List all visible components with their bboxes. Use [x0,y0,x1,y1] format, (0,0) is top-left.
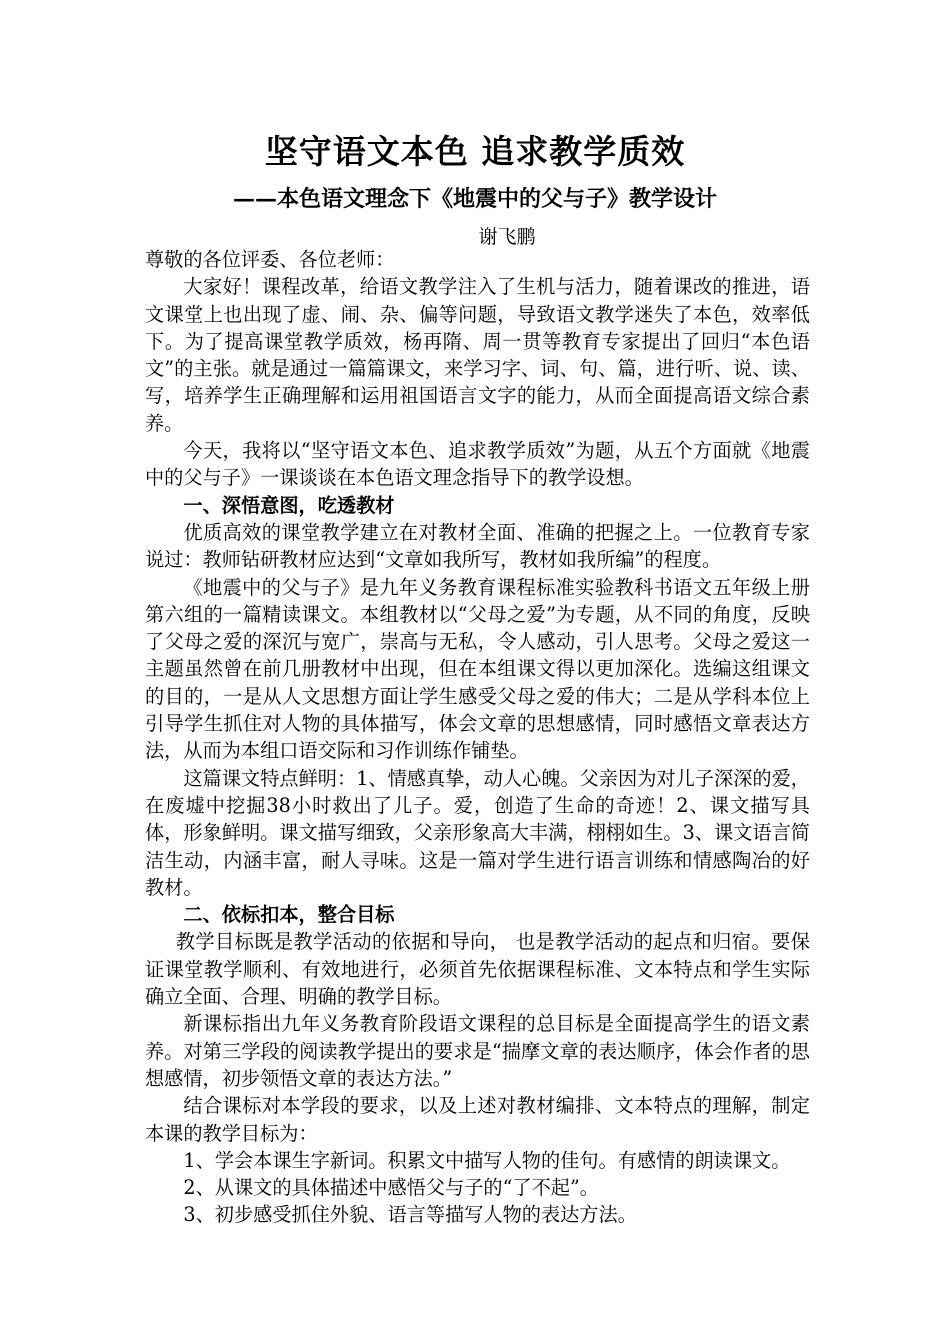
author-name: 谢飞鹏 [478,226,536,248]
paragraph-material-1: 优质高效的课堂教学建立在对教材全面、准确的把握之上。一位教育专家说过：教师钻研教材应达到“文章如我所写，教材如我所编”的程度。 [145,520,810,572]
document-title: 坚守语文本色 追求教学质效 [264,132,686,171]
paragraph-topic: 今天，我将以“坚守语文本色、追求教学质效”为题，从五个方面就《地震中的父与子》一课谈谈在本色语文理念指导下的教学设想。 [145,439,810,490]
goal-item-2: 2、从课文的具体描述中感悟父与子的“了不起”。 [183,1176,599,1200]
document-subtitle: ——本色语文理念下《地震中的父与子》教学设计 [232,186,717,212]
goal-item-1: 1、学会本课生字新词。积累文中描写人物的佳句。有感情的朗读课文。 [183,1148,791,1172]
paragraph-material-2: 《地震中的父与子》是九年义务教育课程标准实验教科书语文五年级上册第六组的一篇精读课文。本组教材以“父母之爱”为专题，从不同的角度，反映了父母之爱的深沉与宽广，崇高与无私，令人感动，引人思考。父母之爱这一主题虽然曾在前几册教材中出现，但在本组课文得以更加深化。选编这组课文的目的，一是从人文思想方面让学生感受父母之爱的伟大；二是从学科本位上引导学生抓住对人物的具体描写，体会文章的思想感情，同时感悟文章表达方法，从而为本组口语交际和习作训练作铺垫。 [145,575,810,763]
paragraph-intro: 大家好！课程改革，给语文教学注入了生机与活力，随着课改的推进，语文课堂上也出现了虚、闹、杂、偏等问题，导致语文教学迷失了本色，效率低下。为了提高课堂教学质效，杨再隋、周一贯等教育专家提出了回归“本色语文”的主张。就是通过一篇篇课文，来学习字、词、句、篇，进行听、说、读、写，培养学生正确理解和运用祖国语言文字的能力，从而全面提高语文综合素养。 [145,275,810,435]
paragraph-goals-1: 教学目标既是教学活动的依据和导向， 也是教学活动的起点和归宿。要保证课堂教学顺利、有效地进行，必须首先依据课程标准、文本特点和学生实际确立全面、合理、明确的教学目标。 [145,930,810,1009]
goal-item-3: 3、初步感受抓住外貌、语言等描写人物的表达方法。 [183,1203,637,1227]
greeting: 尊敬的各位评委、各位老师： [145,248,395,271]
section-heading-1: 一、深悟意图，吃透教材 [183,493,395,517]
paragraph-goals-3: 结合课标对本学段的要求，以及上述对教材编排、文本特点的理解，制定本课的教学目标为： [145,1094,810,1145]
paragraph-goals-2: 新课标指出九年义务教育阶段语文课程的总目标是全面提高学生的语文素养。对第三学段的阅读教学提出的要求是“揣摩文章的表达顺序，体会作者的思想感情，初步领悟文章的表达方法。” [145,1012,810,1090]
document-body [145,246,810,1229]
section-heading-2: 二、依标扣本，整合目标 [183,903,395,927]
paragraph-material-3: 这篇课文特点鲜明：1、情感真挚，动人心魄。父亲因为对儿子深深的爱，在废墟中挖掘38小时救出了儿子。爱，创造了生命的奇迹！2、课文描写具体，形象鲜明。课文描写细致，父亲形象高大丰满，栩栩如生。3、课文语言简洁生动，内涵丰富，耐人寻味。这是一篇对学生进行语言训练和情感陶冶的好教材。 [145,766,810,899]
